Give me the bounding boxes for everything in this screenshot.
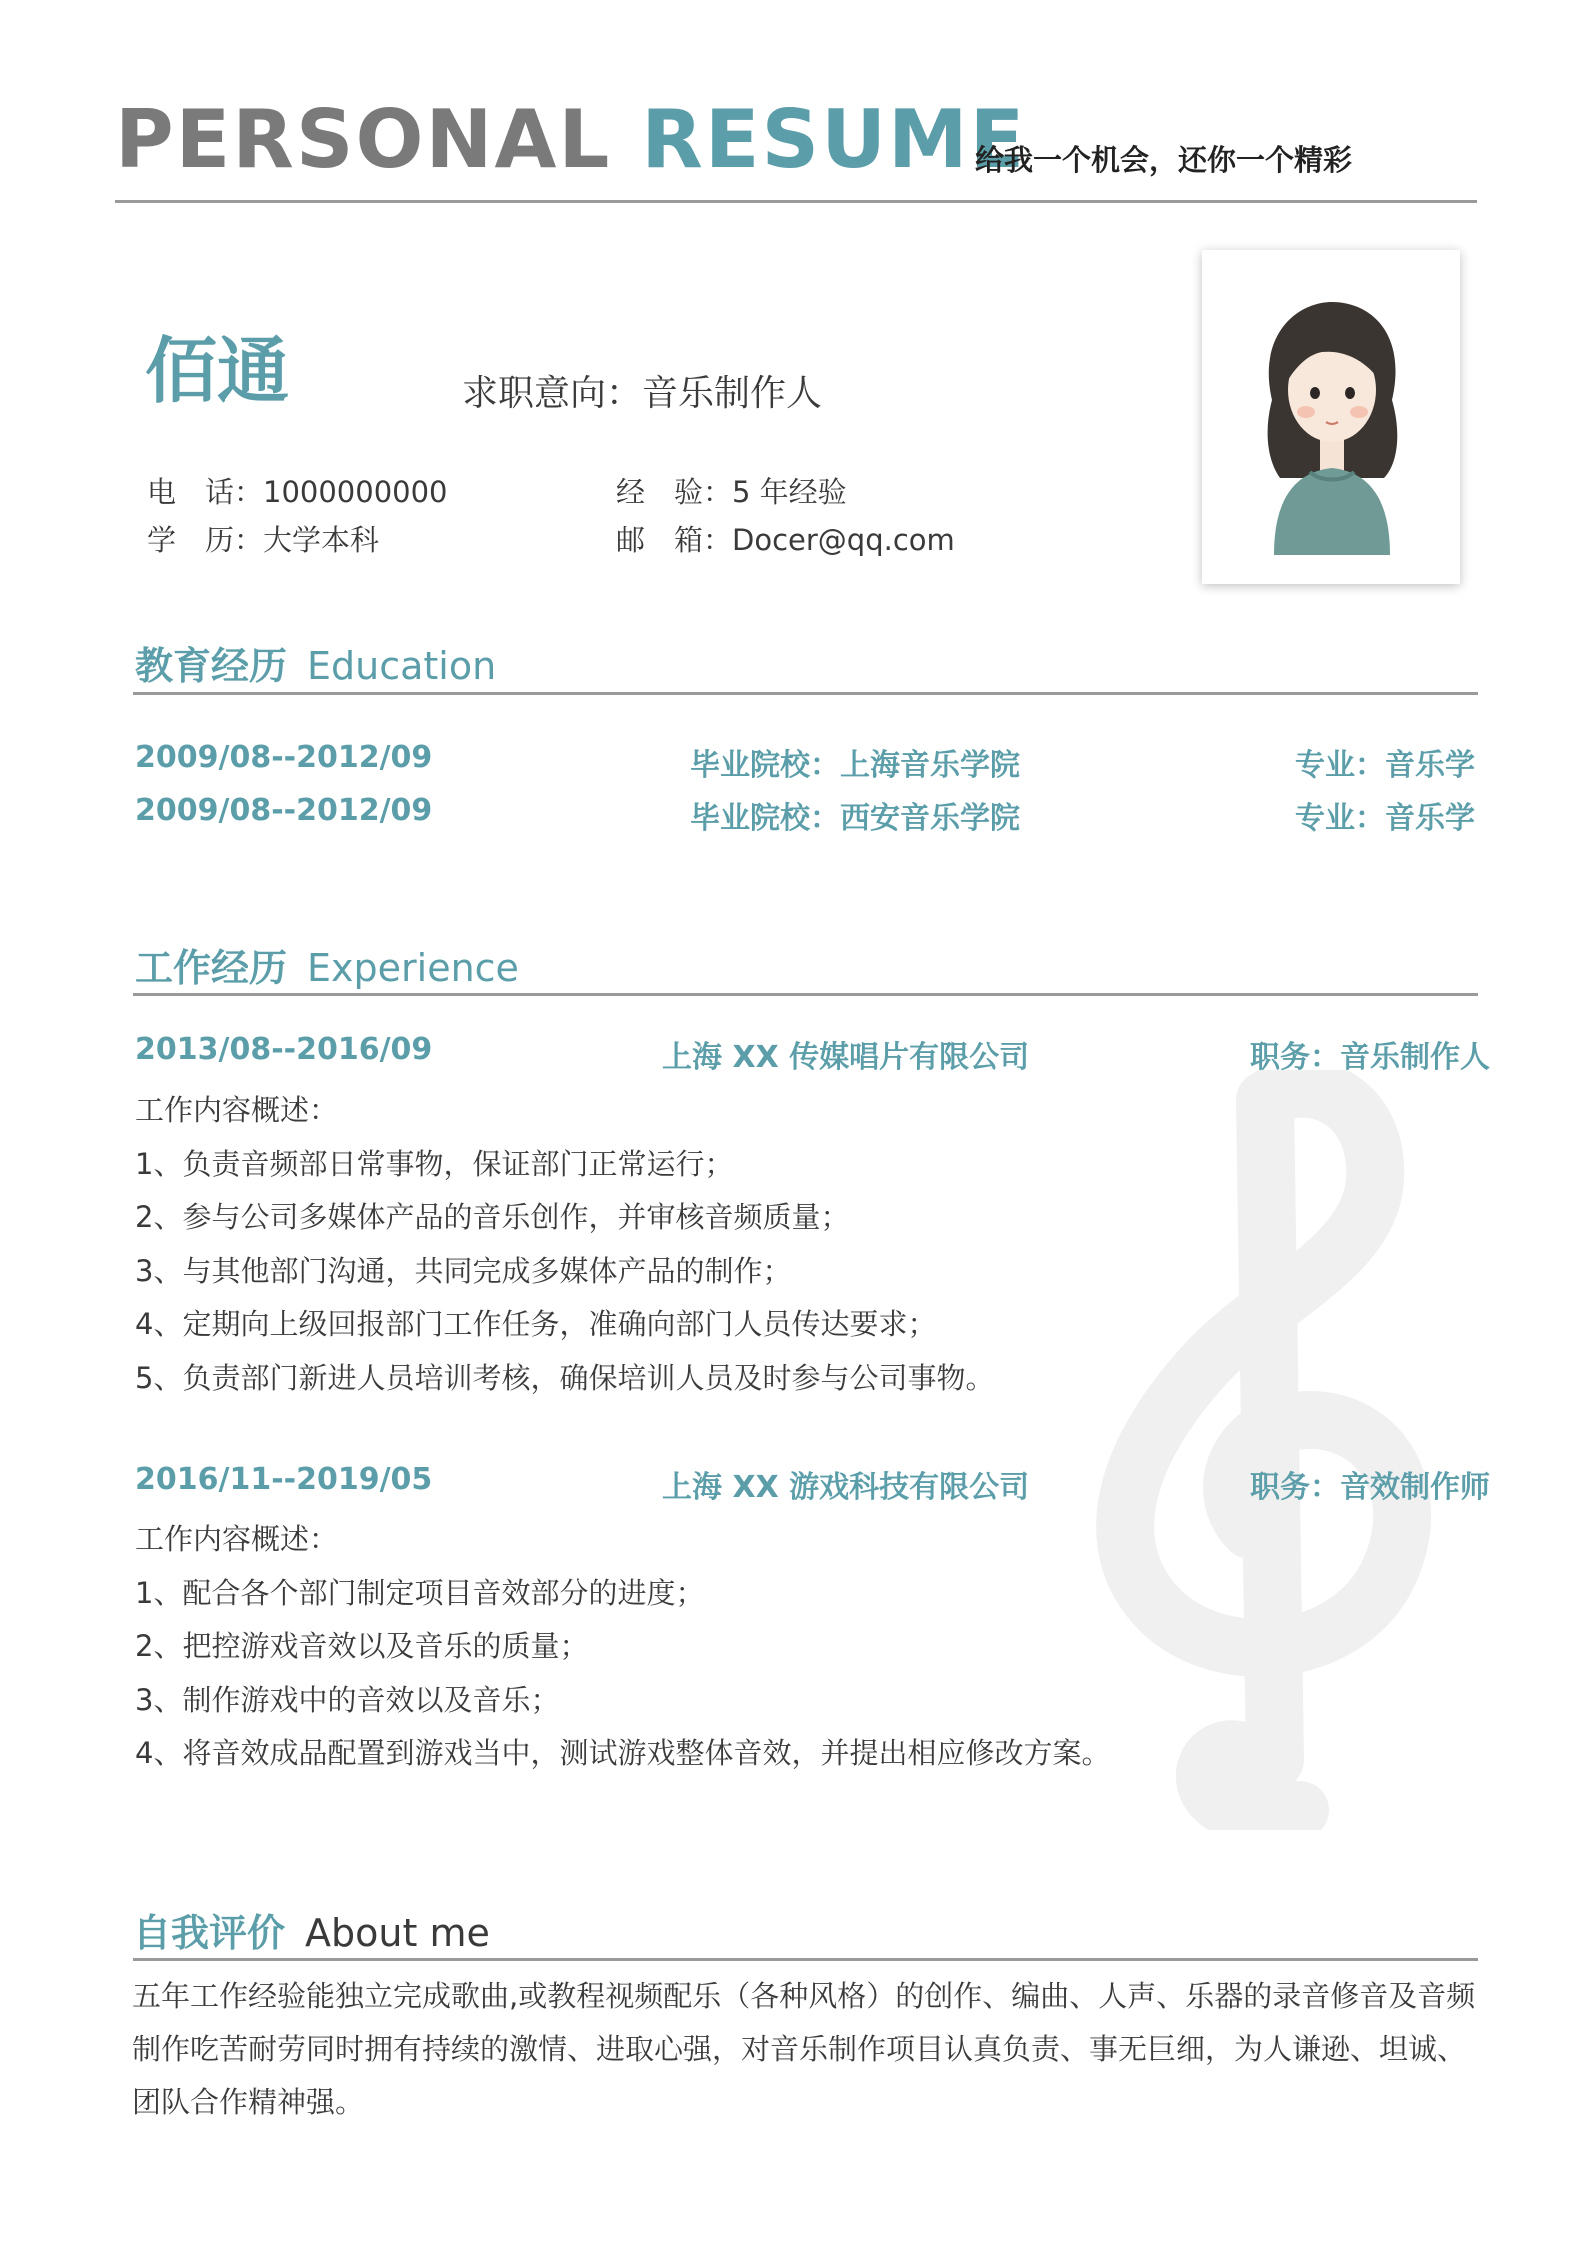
job-1-position: 职务：音乐制作人 [1250, 1040, 1490, 1075]
job-2-company: 上海 XX 游戏科技有限公司 [662, 1470, 1030, 1505]
job-2-summary-label: 工作内容概述： [135, 1522, 339, 1556]
about-title-en: About me [305, 1911, 490, 1955]
job-1-item: 3、与其他部门沟通，共同完成多媒体产品的制作； [135, 1254, 792, 1288]
profile-photo [1202, 250, 1460, 584]
job-1-item: 2、参与公司多媒体产品的音乐创作，并审核音频质量； [135, 1200, 850, 1234]
job-1-company: 上海 XX 传媒唱片有限公司 [662, 1040, 1030, 1075]
title-resume: RESUME [641, 93, 1027, 186]
job-1-item: 5、负责部门新进人员培训考核，确保培训人员及时参与公司事物。 [135, 1361, 995, 1395]
phone-field: 电 话：1000000000 [147, 475, 448, 509]
education-title-en: Education [307, 644, 497, 688]
job-2-item: 4、将音效成品配置到游戏当中，测试游戏整体音效，并提出相应修改方案。 [135, 1736, 1111, 1770]
job-2-item: 2、把控游戏音效以及音乐的质量； [135, 1629, 589, 1663]
job-2-period: 2016/11--2019/05 [135, 1462, 433, 1497]
job-1-item: 1、负责音频部日常事物，保证部门正常运行； [135, 1147, 734, 1181]
candidate-name: 佰通 [145, 329, 290, 413]
avatar-illustration [1202, 250, 1460, 584]
about-divider [133, 1958, 1478, 1961]
edu-row-2-school: 毕业院校：西安音乐学院 [690, 801, 1020, 836]
education-section-title [135, 635, 496, 690]
header-divider [115, 200, 1477, 203]
edu-row-1-major: 专业：音乐学 [1295, 748, 1475, 783]
about-section-title [133, 1902, 490, 1957]
edu-row-2-major: 专业：音乐学 [1295, 801, 1475, 836]
education-divider [133, 692, 1478, 695]
experience-divider [133, 993, 1478, 996]
about-text: 五年工作经验能独立完成歌曲,或教程视频配乐（各种风格）的创作、编曲、人声、乐器的录音修音及音频制作吃苦耐劳同时拥有持续的激情、进取心强，对音乐制作项目认真负责、事无巨细，为人谦逊、坦诚、团队合作精神强。 [132, 1979, 1476, 2119]
experience-title-en: Experience [307, 946, 519, 990]
experience-section-title [135, 937, 519, 992]
education-level-field: 学 历：大学本科 [147, 523, 380, 557]
email-field: 邮 箱：Docer@qq.com [616, 523, 955, 557]
job-1-summary-label: 工作内容概述： [135, 1093, 339, 1127]
job-1-period: 2013/08--2016/09 [135, 1032, 433, 1067]
edu-row-2-period: 2009/08--2012/09 [135, 793, 433, 828]
slogan: 给我一个机会，还你一个精彩 [975, 143, 1353, 177]
edu-row-1-school: 毕业院校：上海音乐学院 [690, 748, 1020, 783]
job-2-position: 职务：音效制作师 [1250, 1470, 1490, 1505]
job-2-item: 1、配合各个部门制定项目音效部分的进度； [135, 1576, 705, 1610]
treble-clef-watermark-icon [1060, 1070, 1480, 1830]
experience-years-field: 经 验：5 年经验 [616, 475, 847, 509]
resume-title [115, 93, 1027, 186]
about-title-cn: 自我评价 [133, 1911, 286, 1955]
edu-row-1-period: 2009/08--2012/09 [135, 740, 433, 775]
experience-title-cn: 工作经历 [135, 946, 288, 990]
job-2-item: 3、制作游戏中的音效以及音乐； [135, 1683, 560, 1717]
education-title-cn: 教育经历 [135, 644, 288, 688]
job-1-item: 4、定期向上级回报部门工作任务，准确向部门人员传达要求； [135, 1307, 937, 1341]
title-personal: PERSONAL [115, 93, 612, 186]
job-intent: 求职意向：音乐制作人 [462, 373, 823, 414]
